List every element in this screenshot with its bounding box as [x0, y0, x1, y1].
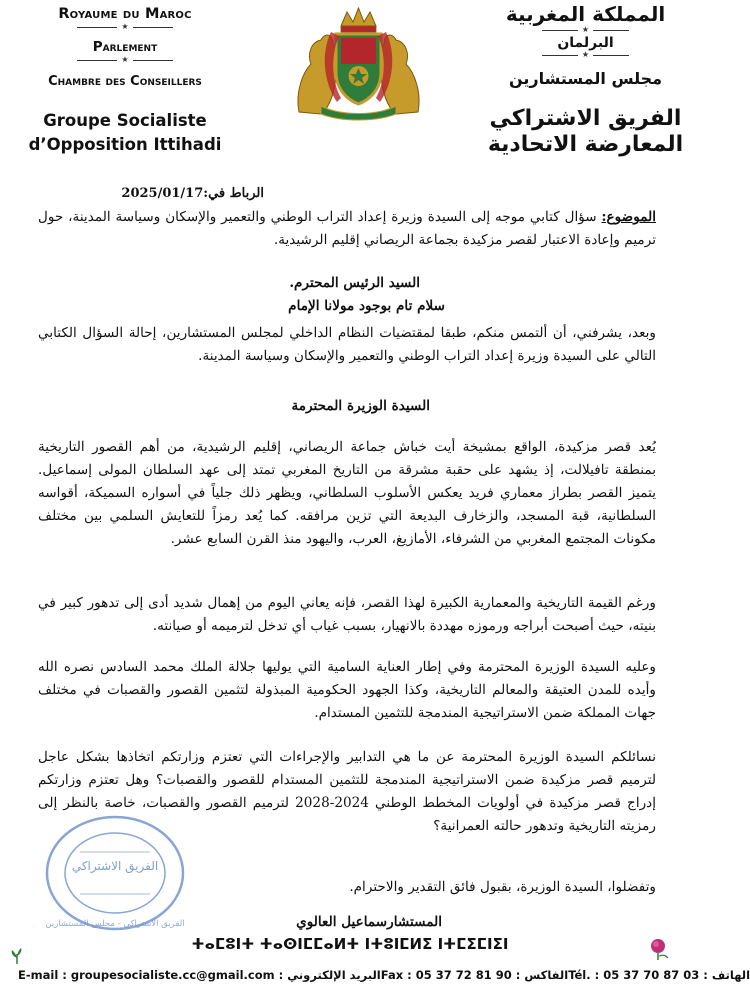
body-paragraph-4: نسائلكم السيدة الوزيرة المحترمة عن ما هي التدابير والإجراءات التي تعتزم وزارتكم اتخاذها بشكل عاجل لترميم قصر مزكيدة ضمن الاستراتيجية المندمجة للتثمين المستدام للقصور والقصبات؟ وهل تعتزم وزارتكم إدراج قصر مزكيدة في أولويات المخطط الوطني 2024-2028 لترميم القصور والقصبات، خاصة بالنظر إلى رمزيته التاريخية وتدهور حالته العمرانية؟: [38, 749, 657, 834]
contact-footer: [18, 968, 750, 982]
stamp-outer-text: الفريق الاشتراكي - مجلس المستشارين: [45, 919, 185, 929]
footer-email: E-mail : groupesocialiste.cc@gmail.com : البريد الإلكتروني: [18, 968, 381, 982]
divider-star: ★: [483, 51, 688, 59]
salutation-president: السيد الرئيس المحترم.: [289, 275, 420, 291]
letter-subject: [38, 206, 656, 252]
divider-star: ★: [483, 26, 688, 34]
header-french: [10, 4, 240, 157]
footer-phone: Tél. : 05 37 70 87 03 : الهاتف: [568, 968, 750, 982]
subject-text: سؤال كتابي موجه إلى السيدة وزيرة إعداد التراب الوطني والتعمير والإسكان وسياسة المدينة، حول ترميم وإعادة الاعتبار لقصر مزكيدة بجماعة الريصاني إقليم الرشيدية.: [38, 209, 656, 248]
closing-formula: وتفضلوا، السيدة الوزيرة، بقبول فائق التقدير والاحترام.: [349, 879, 656, 895]
group-name-ar-line1: الفريق الاشتراكي: [489, 106, 682, 131]
footer-fax: Fax : 05 37 72 81 90 : الفاكس: [380, 968, 569, 982]
group-name-fr-line2: d’Opposition Ittihadi: [28, 135, 222, 154]
chamber-title-fr: Chambre des Conseillers: [48, 74, 202, 89]
minister-heading: السيدة الوزيرة المحترمة: [291, 398, 430, 414]
stamp-inner-text: الفريق الاشتراكي: [71, 859, 159, 873]
signatory-name: المستشارسماعيل العالوي: [296, 914, 442, 930]
body-paragraph-2: ورغم القيمة التاريخية والمعمارية الكبيرة لهذا القصر، فإنه يعاني اليوم من إهمال شديد أدى إلى تدهور كبير في بنيته، حيث أصبحت أبراجه ورموزه مهددة بالانهيار، بسبب غياب أي تدخل لترميمه أو صيانته.: [38, 595, 656, 634]
intro-paragraph: وبعد، يشرفني، أن ألتمس منكم، طبقا لمقتضيات النظام الداخلي لمجلس المستشارين، إحالة السؤال الكتابي التالي على السيدة وزيرة إعداد التراب الوطني والتعمير والإسكان وسياسة المدينة.: [38, 325, 657, 364]
header-arabic: [483, 2, 688, 158]
salutation-greeting: سلام تام بوجود مولانا الإمام: [288, 298, 445, 314]
royal-coat-of-arms-emblem: [291, 2, 426, 120]
kingdom-title-fr: Royaume du Maroc: [58, 6, 192, 22]
body-paragraph-3: وعليه السيدة الوزيرة المحترمة وفي إطار العناية السامية التي يوليها جلالة الملك محمد السادس نصره الله وأيده للمدن العتيقة والمعالم التاريخية، وكذا الجهود الحكومية المبذولة لتثمين القصور والقصبات في مختلف جهات المملكة ضمن الاستراتيجية المندمجة للتثمين المستدام.: [38, 659, 656, 721]
group-stamp-seal: [40, 812, 190, 934]
parliament-title-fr: Parlement: [92, 39, 158, 55]
kingdom-title-ar: المملكة المغربية: [505, 2, 666, 26]
rose-icon: [646, 936, 686, 960]
tifinagh-group-name: ⵜⴰⵎⵓⵏⵜ ⵜⴰⵙⵏⵎⵎⴰⵍⵜ ⵏⵜⵓⵏⵎⵍⵉ ⵏⵜⵎⵉⵎⵏⵉⵏ: [191, 935, 509, 953]
group-name-ar-line2: المعارضة الاتحادية: [487, 132, 684, 157]
divider-star: ★: [10, 23, 240, 31]
body-paragraph-1: يُعد قصر مزكيدة، الواقع بمشيخة أيت خباش جماعة الريصاني، إقليم الرشيدية، من أهم القصور التاريخية بمنطقة تافيلالت، إذ يشهد على حقبة مشرقة من التاريخ المغربي تمتد إلى عهد السلطان المولى إسماعيل. يتميز القصر بطراز معماري فريد يعكس الأسلوب السلطاني، ويظهر ذلك جلياً في أسواره السميكة، أقواسه السلطانية، قبة المسجد، والزخارف البديعة التي تزين مرافقه. كما يُعد رمزاً للتعايش السلمي بين مختلف مكونات المجتمع المغربي من الشرفاء، الأمازيغ، العرب، واليهود منذ القرن السابع عشر.: [38, 439, 656, 547]
letter-date: الرباط في:2025/01/17: [121, 186, 264, 201]
subject-label: الموضوع:: [601, 209, 656, 225]
group-name-fr-line1: Groupe Socialiste: [43, 111, 207, 130]
chamber-title-ar: مجلس المستشارين: [508, 69, 663, 88]
parliament-title-ar: البرلمان: [557, 35, 614, 51]
flower-icon: [6, 944, 28, 966]
divider-star: ★: [10, 56, 240, 64]
